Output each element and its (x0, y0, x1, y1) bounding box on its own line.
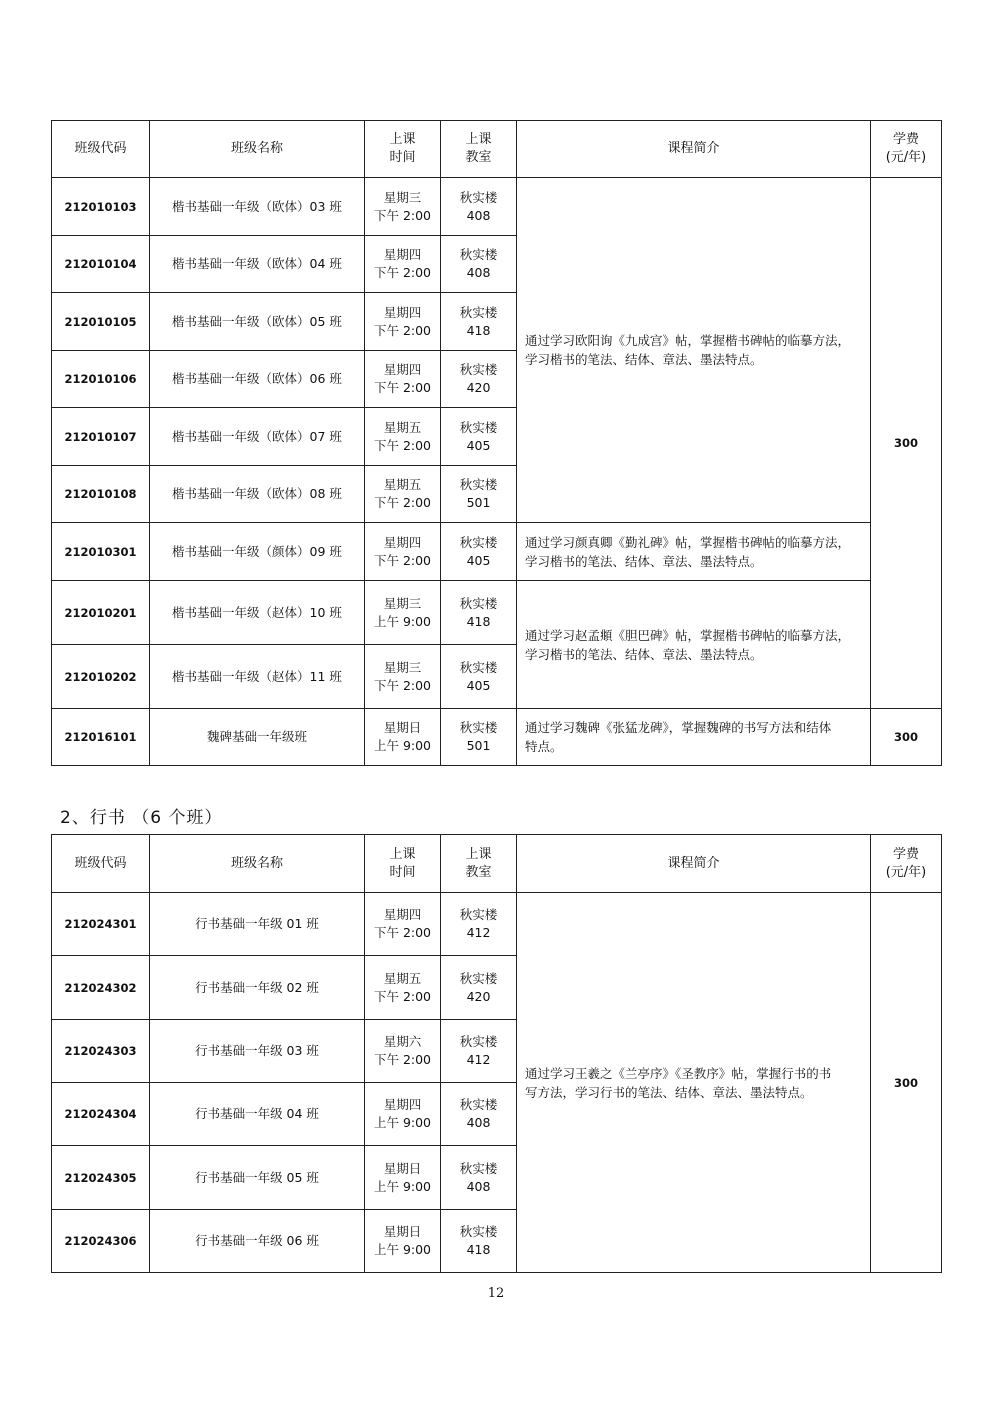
class-time: 星期日 上午 9:00 (365, 1146, 441, 1210)
class-time: 星期四 下午 2:00 (365, 293, 441, 351)
class-code: 212010108 (52, 466, 150, 523)
classroom: 秋实楼 418 (441, 293, 517, 351)
class-time: 星期三 下午 2:00 (365, 178, 441, 236)
classroom: 秋实楼 412 (441, 893, 517, 956)
class-name: 楷书基础一年级（欧体）04 班 (150, 236, 365, 293)
header-classroom: 上课 教室 (441, 835, 517, 893)
class-code: 212016101 (52, 709, 150, 766)
classroom: 秋实楼 418 (441, 581, 517, 645)
tuition-fee: 300 (871, 893, 942, 1273)
course-intro: 通过学习欧阳询《九成宫》帖，掌握楷书碑帖的临摹方法， 学习楷书的笔法、结体、章法、墨法特点。 (517, 178, 871, 523)
schedule-table-kaishu (51, 120, 942, 766)
header-class-time: 上课 时间 (365, 835, 441, 893)
table-row (52, 709, 942, 766)
classroom: 秋实楼 408 (441, 178, 517, 236)
class-time: 星期三 下午 2:00 (365, 645, 441, 709)
classroom: 秋实楼 408 (441, 1083, 517, 1146)
header-course-intro: 课程简介 (517, 121, 871, 178)
tuition-fee: 300 (871, 178, 942, 709)
header-class-code: 班级代码 (52, 835, 150, 893)
class-name: 楷书基础一年级（欧体）07 班 (150, 408, 365, 466)
class-code: 212010202 (52, 645, 150, 709)
course-intro: 通过学习颜真卿《勤礼碑》帖，掌握楷书碑帖的临摹方法， 学习楷书的笔法、结体、章法、墨法特点。 (517, 523, 871, 581)
header-course-intro: 课程简介 (517, 835, 871, 893)
class-code: 212010104 (52, 236, 150, 293)
table-header-row (52, 121, 942, 178)
class-name: 楷书基础一年级（欧体）06 班 (150, 351, 365, 408)
class-name: 行书基础一年级 01 班 (150, 893, 365, 956)
class-code: 212024305 (52, 1146, 150, 1210)
class-name: 行书基础一年级 04 班 (150, 1083, 365, 1146)
table-row (52, 581, 942, 645)
class-time: 星期五 下午 2:00 (365, 408, 441, 466)
class-time: 星期五 下午 2:00 (365, 956, 441, 1020)
table-header-row (52, 835, 942, 893)
class-time: 星期日 上午 9:00 (365, 709, 441, 766)
classroom: 秋实楼 501 (441, 466, 517, 523)
class-code: 212024304 (52, 1083, 150, 1146)
class-time: 星期四 下午 2:00 (365, 523, 441, 581)
classroom: 秋实楼 412 (441, 1020, 517, 1083)
course-intro: 通过学习赵孟頫《胆巴碑》帖，掌握楷书碑帖的临摹方法， 学习楷书的笔法、结体、章法、墨法特点。 (517, 581, 871, 709)
header-classroom: 上课 教室 (441, 121, 517, 178)
class-code: 212010107 (52, 408, 150, 466)
section-heading: 2、行书 （6 个班） (60, 808, 223, 828)
class-name: 楷书基础一年级（赵体）10 班 (150, 581, 365, 645)
classroom: 秋实楼 405 (441, 523, 517, 581)
class-code: 212010301 (52, 523, 150, 581)
table-row (52, 523, 942, 581)
header-tuition: 学费 (元/年) (871, 835, 942, 893)
class-code: 212024303 (52, 1020, 150, 1083)
table-row (52, 178, 942, 236)
class-time: 星期四 下午 2:00 (365, 893, 441, 956)
class-time: 星期四 上午 9:00 (365, 1083, 441, 1146)
header-class-code: 班级代码 (52, 121, 150, 178)
class-time: 星期四 下午 2:00 (365, 236, 441, 293)
class-name: 楷书基础一年级（赵体）11 班 (150, 645, 365, 709)
course-intro: 通过学习魏碑《张猛龙碑》，掌握魏碑的书写方法和结体 特点。 (517, 709, 871, 766)
class-time: 星期三 上午 9:00 (365, 581, 441, 645)
class-code: 212010106 (52, 351, 150, 408)
class-code: 212024301 (52, 893, 150, 956)
classroom: 秋实楼 420 (441, 956, 517, 1020)
class-name: 行书基础一年级 02 班 (150, 956, 365, 1020)
class-name: 行书基础一年级 06 班 (150, 1210, 365, 1273)
class-time: 星期五 下午 2:00 (365, 466, 441, 523)
course-intro: 通过学习王羲之《兰亭序》《圣教序》帖，掌握行书的书 写方法，学习行书的笔法、结体、章法、墨法特点。 (517, 893, 871, 1273)
header-tuition: 学费 (元/年) (871, 121, 942, 178)
class-code: 212024306 (52, 1210, 150, 1273)
classroom: 秋实楼 405 (441, 408, 517, 466)
classroom: 秋实楼 405 (441, 645, 517, 709)
class-time: 星期四 下午 2:00 (365, 351, 441, 408)
class-code: 212010105 (52, 293, 150, 351)
class-name: 魏碑基础一年级班 (150, 709, 365, 766)
classroom: 秋实楼 501 (441, 709, 517, 766)
class-code: 212010103 (52, 178, 150, 236)
page-number: 12 (487, 1286, 505, 1301)
header-class-name: 班级名称 (150, 835, 365, 893)
class-name: 行书基础一年级 05 班 (150, 1146, 365, 1210)
class-name: 楷书基础一年级（欧体）03 班 (150, 178, 365, 236)
classroom: 秋实楼 420 (441, 351, 517, 408)
class-code: 212010201 (52, 581, 150, 645)
header-class-name: 班级名称 (150, 121, 365, 178)
schedule-table-xingshu (51, 834, 942, 1273)
class-time: 星期日 上午 9:00 (365, 1210, 441, 1273)
class-code: 212024302 (52, 956, 150, 1020)
classroom: 秋实楼 418 (441, 1210, 517, 1273)
classroom: 秋实楼 408 (441, 236, 517, 293)
header-class-time: 上课 时间 (365, 121, 441, 178)
class-name: 楷书基础一年级（欧体）05 班 (150, 293, 365, 351)
class-name: 楷书基础一年级（颜体）09 班 (150, 523, 365, 581)
table-row (52, 893, 942, 956)
class-name: 行书基础一年级 03 班 (150, 1020, 365, 1083)
tuition-fee: 300 (871, 709, 942, 766)
classroom: 秋实楼 408 (441, 1146, 517, 1210)
class-name: 楷书基础一年级（欧体）08 班 (150, 466, 365, 523)
class-time: 星期六 下午 2:00 (365, 1020, 441, 1083)
